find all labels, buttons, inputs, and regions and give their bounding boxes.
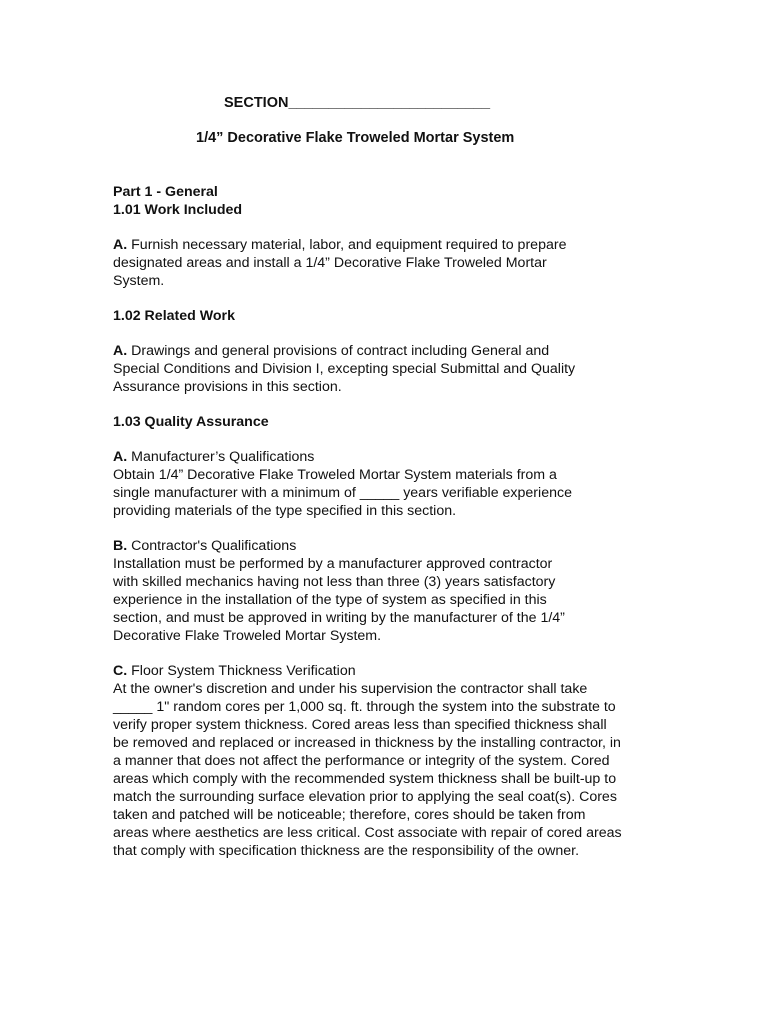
document-body (113, 183, 673, 860)
text-line (113, 236, 673, 254)
part-1-heading: Part 1 - General (113, 184, 218, 200)
text-line: designated areas and install a 1/4” Decorative Flake Troweled Mortar (113, 255, 547, 271)
paragraph-1-03-a (113, 448, 673, 520)
text-line: match the surrounding surface elevation prior to applying the seal coat(s). Cores (113, 789, 617, 805)
text-line: with skilled mechanics having not less than three (3) years satisfactory (113, 574, 556, 590)
text-line: be removed and replaced or increased in thickness by the installing contractor, in (113, 735, 621, 751)
text-line: Assurance provisions in this section. (113, 379, 342, 395)
paragraph-1-02-a (113, 342, 673, 396)
text-line: At the owner's discretion and under his supervision the contractor shall take (113, 681, 588, 697)
paragraph-1-03-c (113, 662, 673, 860)
item-title-line (113, 662, 673, 680)
text-line (113, 342, 673, 360)
text-line: Installation must be performed by a manufacturer approved contractor (113, 556, 553, 572)
text-line: System. (113, 273, 165, 289)
text-line-content: Drawings and general provisions of contract including General and (131, 343, 550, 359)
section-number-line: SECTION_________________________ (224, 95, 491, 111)
item-letter: A. (113, 343, 128, 359)
document-title: 1/4” Decorative Flake Troweled Mortar System (196, 130, 515, 146)
item-letter: A. (113, 237, 128, 253)
text-line: areas where aesthetics are less critical. Cost associate with repair of cored areas (113, 825, 622, 841)
item-title-line (113, 537, 673, 555)
text-line-content: Furnish necessary material, labor, and equipment required to prepare (131, 237, 567, 253)
heading-1-01: 1.01 Work Included (113, 202, 243, 218)
text-line: experience in the installation of the type of system as specified in this (113, 592, 547, 608)
text-line: Obtain 1/4” Decorative Flake Troweled Mortar System materials from a (113, 467, 557, 483)
item-letter: B. (113, 538, 128, 554)
item-title-line (113, 448, 673, 466)
text-line: providing materials of the type specified in this section. (113, 503, 457, 519)
item-letter: C. (113, 663, 128, 679)
item-title: Contractor's Qualifications (131, 538, 297, 554)
item-letter: A. (113, 449, 128, 465)
item-title: Floor System Thickness Verification (131, 663, 356, 679)
text-line: verify proper system thickness. Cored areas less than specified thickness shall (113, 717, 607, 733)
paragraph-1-03-b (113, 537, 673, 645)
text-line: areas which comply with the recommended system thickness shall be built-up to (113, 771, 617, 787)
text-line: single manufacturer with a minimum of _____ years verifiable experience (113, 485, 572, 501)
text-line: section, and must be approved in writing by the manufacturer of the 1/4” (113, 610, 565, 626)
text-line: Special Conditions and Division I, excepting special Submittal and Quality (113, 361, 576, 377)
text-line: a manner that does not affect the performance or integrity of the system. Cored (113, 753, 610, 769)
heading-1-02: 1.02 Related Work (113, 308, 235, 324)
text-line: _____ 1" random cores per 1,000 sq. ft. through the system into the substrate to (113, 699, 616, 715)
paragraph-1-01-a (113, 236, 673, 290)
text-line: that comply with specification thickness are the responsibility of the owner. (113, 843, 580, 859)
text-line: taken and patched will be noticeable; therefore, cores should be taken from (113, 807, 586, 823)
text-line: Decorative Flake Troweled Mortar System. (113, 628, 382, 644)
heading-1-03: 1.03 Quality Assurance (113, 414, 269, 430)
item-title: Manufacturer’s Qualifications (131, 449, 315, 465)
